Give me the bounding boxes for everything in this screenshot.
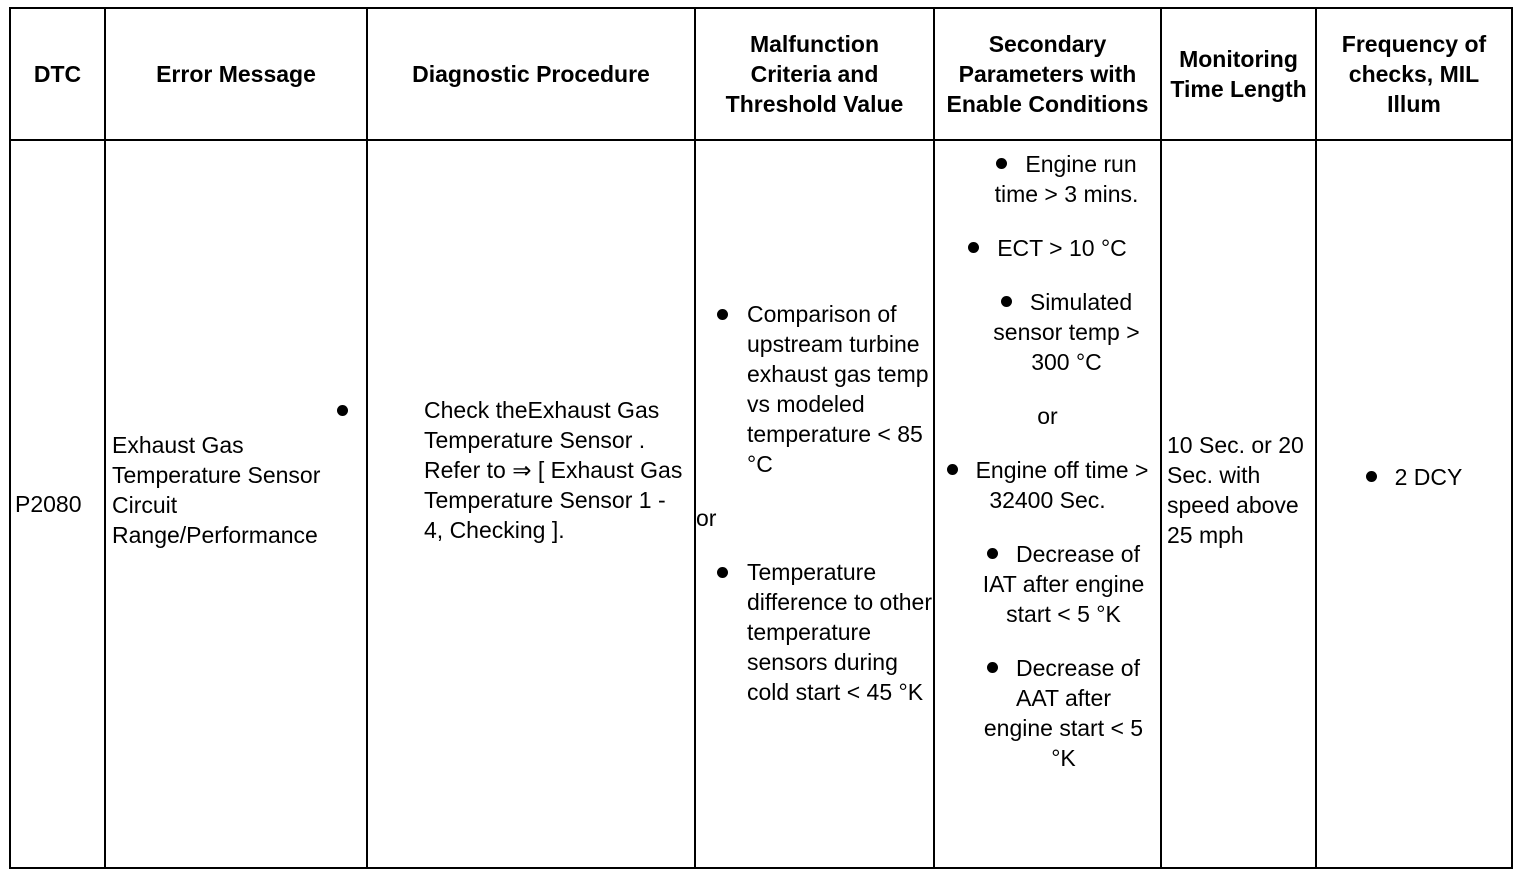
secondary-parameter-text: Decrease of IAT after engine start < 5 °K — [982, 541, 1145, 627]
error-message: Exhaust Gas Temperature Sensor Circuit Range/Performance — [105, 140, 367, 868]
diagnostic-procedure-text: Check theExhaust Gas Temperature Sensor . Refer to ⇒ [ Exhaust Gas Temperature Sensor 1 - 4, Checking ]. — [424, 397, 683, 543]
secondary-parameter-text: Engine run time > 3 mins. — [994, 151, 1139, 207]
diagnostic-procedure-cell — [367, 140, 695, 868]
header-diagnostic-procedure: Diagnostic Procedure — [367, 8, 695, 140]
bullet-icon — [987, 548, 998, 559]
monitoring-time: 10 Sec. or 20 Sec. with speed above 25 mph — [1161, 140, 1316, 868]
secondary-parameter-item — [935, 149, 1160, 209]
malfunction-criteria-text: Temperature difference to other temperature sensors during cold start < 45 °K — [747, 559, 932, 705]
malfunction-criteria-item — [696, 299, 933, 479]
secondary-parameter-text: Engine off time > 32400 Sec. — [975, 457, 1149, 513]
frequency-cell — [1316, 140, 1512, 868]
secondary-parameters-cell — [934, 140, 1161, 868]
secondary-parameter-text: Simulated sensor temp > 300 °C — [993, 289, 1140, 375]
malfunction-criteria-cell — [695, 140, 934, 868]
bullet-icon — [996, 158, 1007, 169]
header-monitoring-time: Monitoring Time Length — [1161, 8, 1316, 140]
malfunction-criteria-item — [696, 557, 933, 707]
secondary-parameter-item — [935, 653, 1160, 773]
bullet-icon — [717, 567, 728, 578]
bullet-icon — [1366, 471, 1377, 482]
bullet-icon — [717, 309, 728, 320]
secondary-parameter-item — [935, 287, 1160, 377]
table-row — [10, 140, 1512, 868]
diagnostic-procedure-item — [368, 395, 694, 545]
secondary-or-connector: or — [1037, 403, 1058, 429]
header-frequency: Frequency of checks, MIL Illum — [1316, 8, 1512, 140]
secondary-parameter-text: Decrease of AAT after engine start < 5 °K — [983, 655, 1144, 771]
bullet-icon — [968, 242, 979, 253]
frequency-text: 2 DCY — [1394, 464, 1463, 490]
bullet-icon — [337, 405, 348, 416]
bullet-icon — [987, 662, 998, 673]
header-row — [10, 8, 1512, 140]
frequency-item — [1317, 462, 1511, 492]
header-malfunction-criteria: Malfunction Criteria and Threshold Value — [695, 8, 934, 140]
dtc-table — [9, 7, 1513, 869]
bullet-icon — [1001, 296, 1012, 307]
bullet-icon — [947, 464, 958, 475]
secondary-parameter-text: ECT > 10 °C — [997, 235, 1127, 261]
secondary-parameter-item — [935, 539, 1160, 629]
header-secondary-parameters: Secondary Parameters with Enable Conditions — [934, 8, 1161, 140]
secondary-parameter-item — [935, 233, 1160, 263]
header-error-message: Error Message — [105, 8, 367, 140]
header-dtc: DTC — [10, 8, 105, 140]
malfunction-or-connector: or — [696, 505, 717, 531]
secondary-parameter-item — [935, 455, 1160, 515]
malfunction-criteria-text: Comparison of upstream turbine exhaust gas temp vs modeled temperature < 85 °C — [747, 301, 929, 477]
dtc-code: P2080 — [10, 140, 105, 868]
